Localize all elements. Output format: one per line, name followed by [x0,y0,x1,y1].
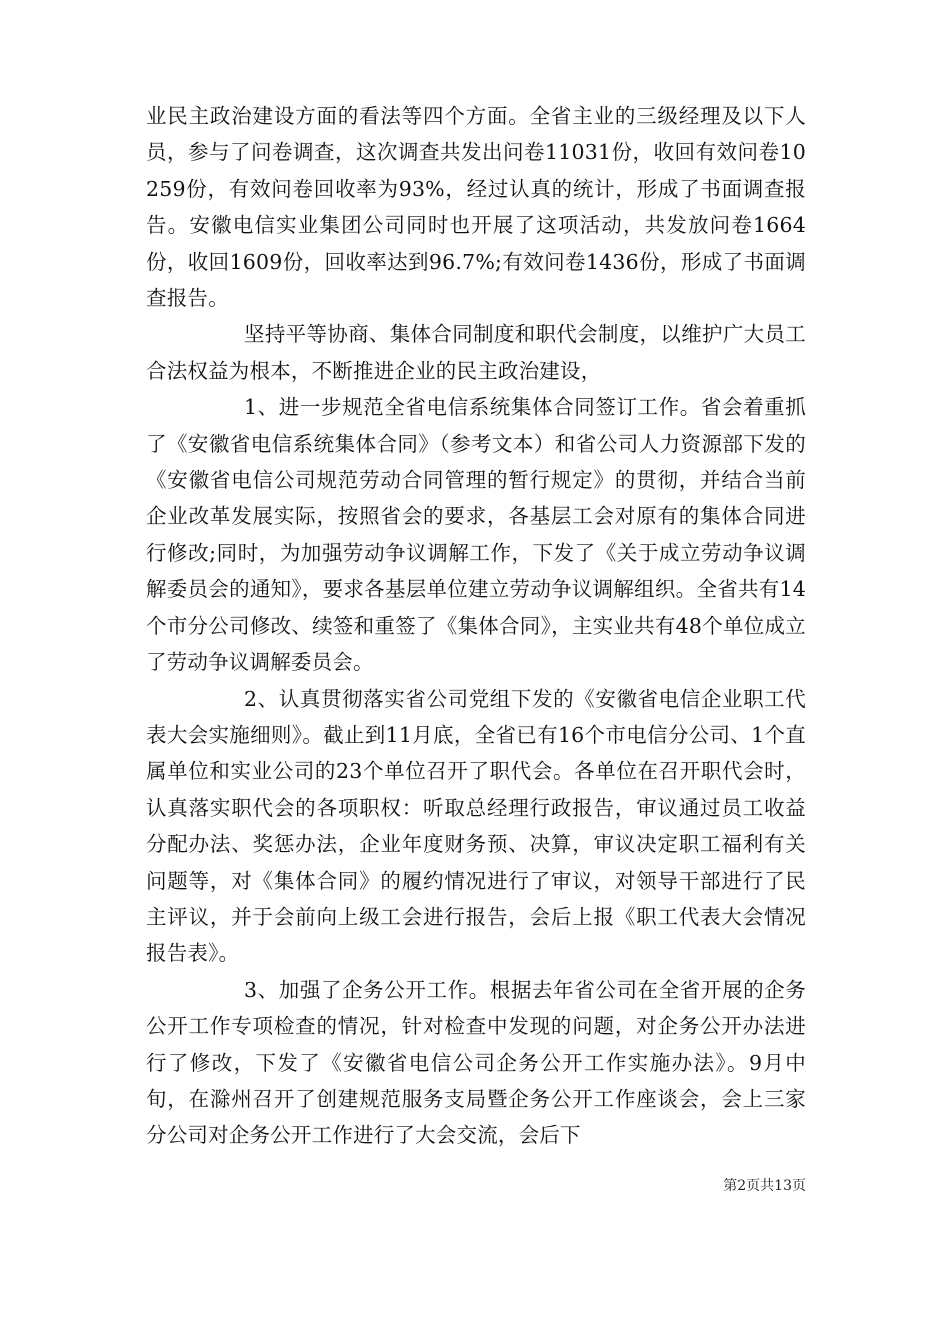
paragraph-survey-continuation: 业民主政治建设方面的看法等四个方面。全省主业的三级经理及以下人员，参与了问卷调查，这次调查共发出问卷11031份，收回有效问卷10259份，有效问卷回收率为93%，经过认真的统计，形成了书面调查报告。安徽电信实业集团公司同时也开展了这项活动，共发放问卷1664份，收回1609份，回收率达到96.7%;有效问卷1436份，形成了书面调查报告。 [146,104,806,311]
paragraph-democratic-construction: 坚持平等协商、集体合同制度和职代会制度，以维护广大员工合法权益为根本，不断推进企业的民主政治建设， [146,322,806,383]
paragraph-affairs-disclosure: 3、加强了企务公开工作。根据去年省公司在全省开展的企务公开工作专项检查的情况，针对检查中发现的问题，对企务公开办法进行了修改，下发了《安徽省电信公司企务公开工作实施办法》。9月中旬，在滁州召开了创建规范服务支局暨企务公开工作座谈会，会上三家分公司对企务公开工作进行了大会交流，会后下 [146,977,806,1148]
page-number-footer: 第2页共13页 [723,1178,806,1194]
document-body [146,98,806,1154]
paragraph-workers-congress: 2、认真贯彻落实省公司党组下发的《安徽省电信企业职工代表大会实施细则》。截止到11月底，全省已有16个市电信分公司、1个直属单位和实业公司的23个单位召开了职代会。各单位在召开职代会时，认真落实职代会的各项职权：听取总经理行政报告，审议通过员工收益分配办法、奖惩办法，企业年度财务预、决算，审议决定职工福利有关问题等，对《集体合同》的履约情况进行了审议，对领导干部进行了民主评议，并于会前向上级工会进行报告，会后上报《职工代表大会情况报告表》。 [146,686,806,966]
paragraph-collective-contract: 1、进一步规范全省电信系统集体合同签订工作。省会着重抓了《安徽省电信系统集体合同》（参考文本）和省公司人力资源部下发的《安徽省电信公司规范劳动合同管理的暂行规定》的贯彻，并结合当前企业改革发展实际，按照省会的要求，各基层工会对原有的集体合同进行修改;同时，为加强劳动争议调解工作，下发了《关于成立劳动争议调解委员会的通知》，要求各基层单位建立劳动争议调解组织。全省共有14个市分公司修改、续签和重签了《集体合同》，主实业共有48个单位成立了劳动争议调解委员会。 [146,395,806,675]
